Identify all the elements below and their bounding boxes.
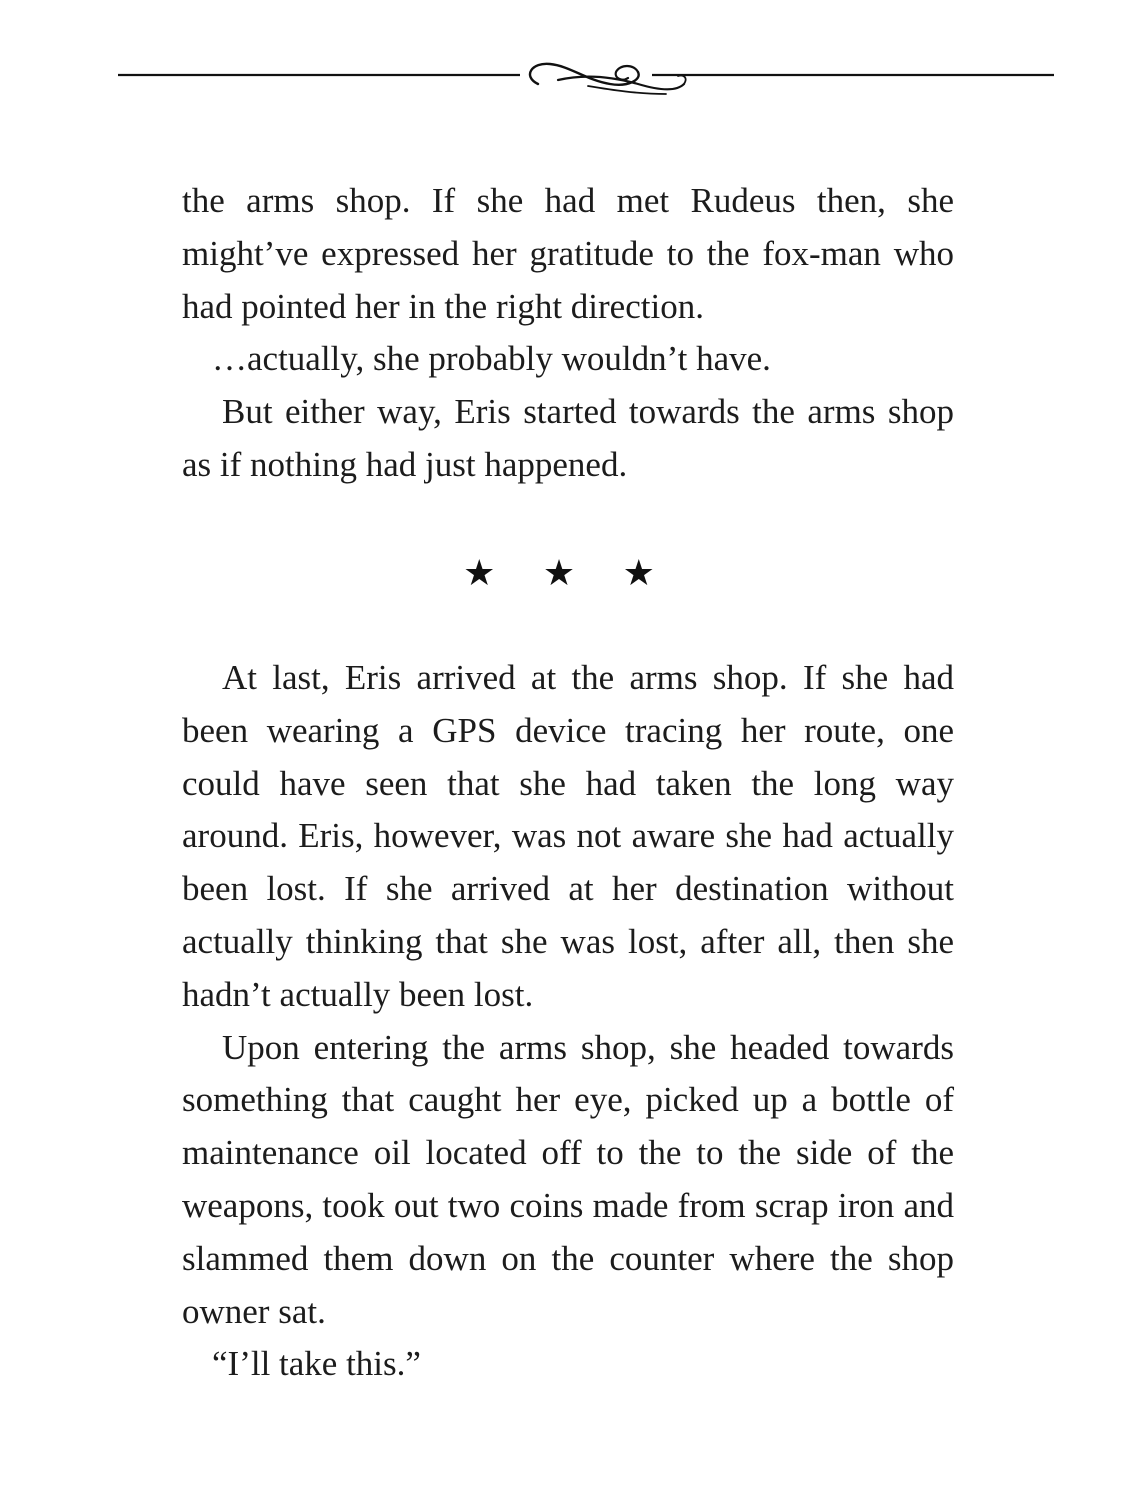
paragraph: At last, Eris arrived at the arms shop. If she had been wearing a GPS device tracing her route, one could have seen that she had taken the long way around. Eris, however, was not aware she had actually been lost. If she arrived at her destination without actually thinking that she was lost, after all, then she hadn’t actually been lost. <box>182 658 954 1014</box>
scene-break-stars: ★ ★ ★ <box>463 553 673 594</box>
paragraph: “I’ll take this.” <box>212 1344 421 1384</box>
paragraph: But either way, Eris started towards the arms shop as if nothing had just happened. <box>182 392 954 484</box>
paragraph: Upon entering the arms shop, she headed towards something that caught her eye, picked up a bottle of maintenance oil located off to the to the side of the weapons, took out two coins made from scrap iron and slammed them down on the counter where the shop owner sat. <box>182 1027 954 1331</box>
text-block-bottom <box>182 652 954 1391</box>
paragraph: …actually, she probably wouldn’t have. <box>212 339 771 379</box>
text-block-top <box>182 175 954 492</box>
paragraph: the arms shop. If she had met Rudeus then, she might’ve expressed her gratitude to the fox-man who had pointed her in the right direction. <box>182 181 954 326</box>
flourish-divider-icon <box>118 50 1054 106</box>
